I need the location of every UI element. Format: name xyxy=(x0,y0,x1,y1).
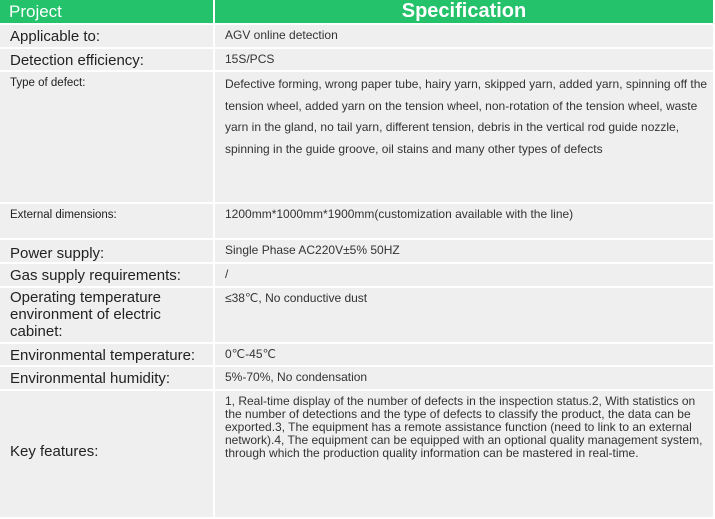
header-project: Project xyxy=(0,0,213,23)
row-value-humidity: 5%-70%, No condensation xyxy=(215,367,713,389)
table-row xyxy=(0,391,713,517)
row-label-gas: Gas supply requirements: xyxy=(0,264,213,286)
table-row xyxy=(0,264,713,286)
row-label-env-temp: Environmental temperature: xyxy=(0,344,213,366)
table-row xyxy=(0,367,713,389)
table-row xyxy=(0,288,713,342)
table-row xyxy=(0,344,713,366)
row-label-humidity: Environmental humidity: xyxy=(0,367,213,389)
row-value-env-temp: 0℃-45℃ xyxy=(215,344,713,366)
row-label-dimensions: External dimensions: xyxy=(0,204,213,238)
table-row xyxy=(0,25,713,47)
row-label-key-features: Key features: xyxy=(0,391,213,517)
row-value-efficiency: 15S/PCS xyxy=(215,49,713,71)
row-value-applicable: AGV online detection xyxy=(215,25,713,47)
row-value-key-features: 1, Real-time display of the number of defects in the inspection status.2, With statistics on the number of detections and the type of defects to classify the product, the data can be exported.3, The equipment has a remote assistance function (need to link to an external network).4, The equipment can be equipped with an optional quality management system, through which the production quality information can be mastered in real-time. xyxy=(215,391,713,517)
row-value-operating-temp: ≤38℃, No conductive dust xyxy=(215,288,713,342)
row-value-defect-type: Defective forming, wrong paper tube, hairy yarn, skipped yarn, added yarn, spinning off the tension wheel, added yarn on the tension wheel, non-rotation of the tension wheel, waste yarn in the gland, no tail yarn, different tension, debris in the vertical rod guide nozzle, spinning in the guide groove, oil stains and many other types of defects xyxy=(215,72,713,202)
row-label-applicable: Applicable to: xyxy=(0,25,213,47)
table-header-row xyxy=(0,0,713,23)
table-row xyxy=(0,204,713,238)
row-value-dimensions: 1200mm*1000mm*1900mm(customization available with the line) xyxy=(215,204,713,238)
row-value-power: Single Phase AC220V±5% 50HZ xyxy=(215,240,713,262)
row-label-power: Power supply: xyxy=(0,240,213,262)
row-label-defect-type: Type of defect: xyxy=(0,72,213,202)
header-specification: Specification xyxy=(215,0,713,23)
table-row xyxy=(0,49,713,71)
row-value-gas: / xyxy=(215,264,713,286)
row-label-efficiency: Detection efficiency: xyxy=(0,49,213,71)
table-row xyxy=(0,240,713,262)
table-row xyxy=(0,72,713,202)
row-label-operating-temp: Operating temperature environment of electric cabinet: xyxy=(0,288,213,342)
